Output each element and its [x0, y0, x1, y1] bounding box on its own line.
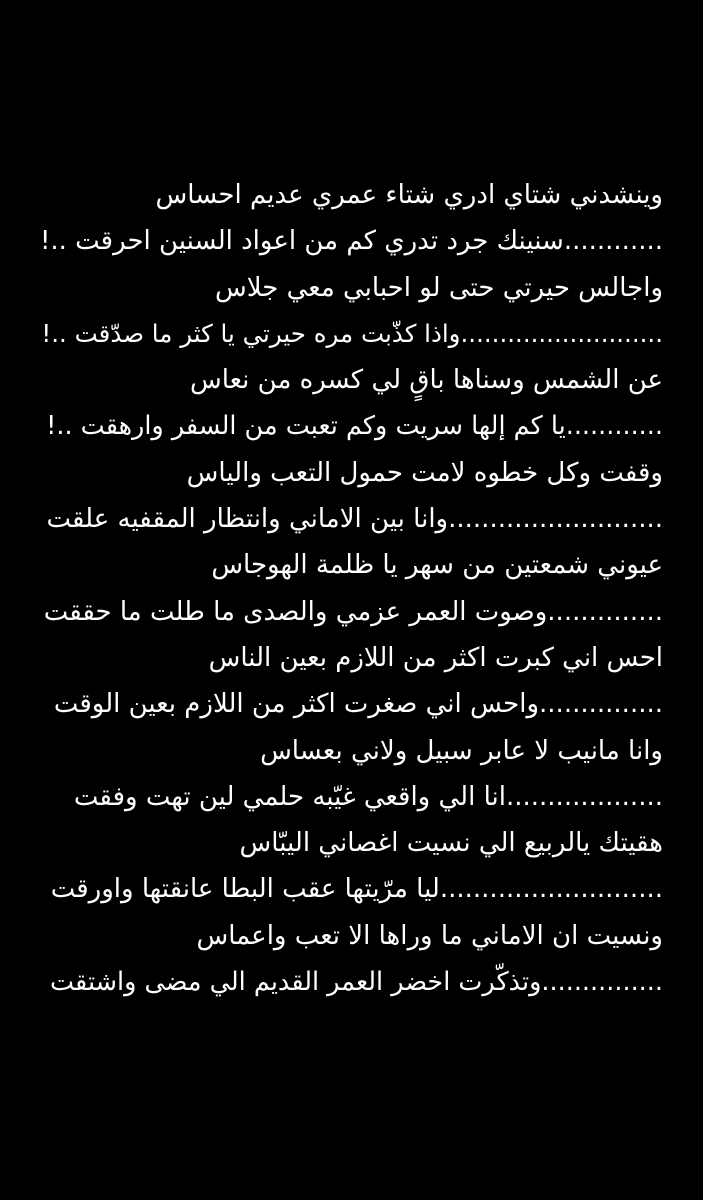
poem-line: ...............وتذكّرت اخضر العمر القديم الي مضى واشتقت	[50, 967, 663, 998]
poem-line: وينشدني شتاي ادري شتاء عمري عديم احساس	[155, 180, 663, 210]
poem-line: ...................انا الي واقعي غيّبه حلمي لين تهت وفقت	[73, 781, 663, 812]
poem-line: وقفت وكل خطوه لامت حمول التعب والياس	[186, 457, 663, 488]
poem-line: ............سنينك جرد تدري كم من اعواد السنين احرقت ..!	[39, 226, 663, 257]
poem-line: ............يا كم إلها سريت وكم تعبت من السفر وارهقت ..!	[46, 411, 663, 442]
poem-line: ..........................وانا بين الاماني وانتظار المقفيه علقت	[46, 504, 663, 535]
poem-line: ...........................ليا مرّيتها عقب البطا عانقتها واورقت	[50, 874, 663, 905]
poem-text	[40, 172, 663, 1005]
poem-line: ..........................واذا كذّبت مره حيرتي يا كثر ما صدّقت ..!	[41, 318, 663, 348]
poem-line: عن الشمس وسناها باقٍ لي كسره من نعاس	[189, 365, 663, 396]
poem-line: هقيتك يالربيع الي نسيت اغصاني اليبّاس	[239, 828, 663, 859]
poem-line: ونسيت ان الاماني ما وراها الا تعب واعماس	[196, 920, 663, 951]
poem-line: واجالس حيرتي حتى لو احبابي معي جلاس	[215, 272, 663, 303]
poem-line: ..............وصوت العمر عزمي والصدى ما طلت ما حققت	[43, 596, 663, 627]
poem-line: ...............واحس اني صغرت اكثر من اللازم بعين الوقت	[53, 689, 663, 720]
poem-line: احس اني كبرت اكثر من اللازم بعين الناس	[208, 642, 663, 673]
poem-line: عيوني شمعتين من سهر يا ظلمة الهوجاس	[211, 550, 663, 581]
poem-line: وانا مانيب لا عابر سبيل ولاني بعساس	[260, 735, 663, 766]
